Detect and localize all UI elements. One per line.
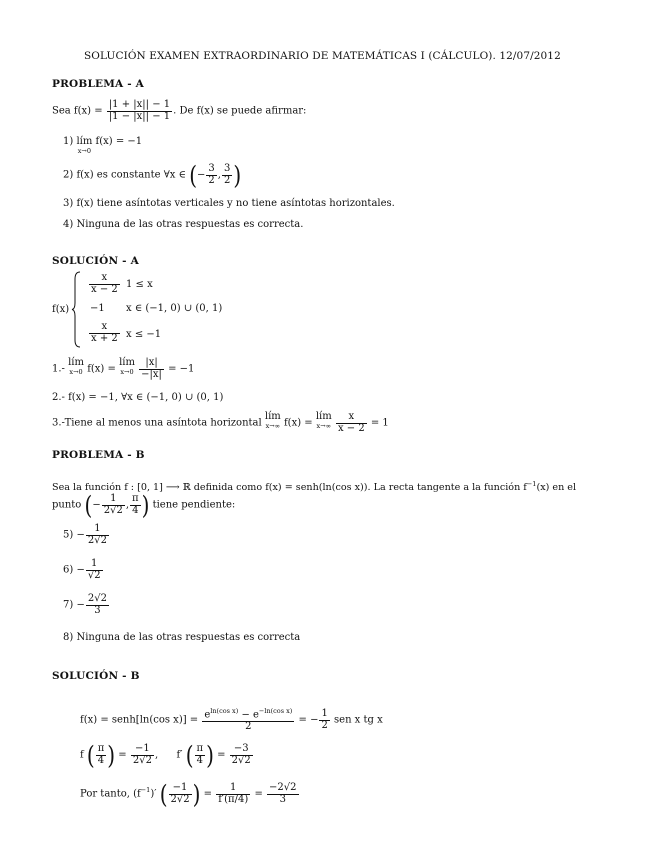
frac-num: 1: [94, 523, 101, 534]
line-post: = −1: [168, 363, 195, 375]
problem-b-intro-1: [52, 481, 576, 493]
line-post: = 1: [370, 417, 389, 429]
limit: [265, 412, 281, 430]
option-8: 8) Ninguna de las otras respuestas es correcta: [63, 632, 301, 643]
result-frac: [267, 783, 298, 805]
eq: = −: [298, 714, 319, 726]
frac-num: [202, 708, 294, 721]
frac-den: 2√2: [87, 534, 107, 546]
frac-den: −|x|: [141, 368, 162, 380]
problem-b-intro-2: punto (− $\frac{1}{2√2}$ , $\frac{\pi}{4}$ ) tiene pendiente:: [52, 490, 236, 520]
option-7-frac: [86, 594, 109, 616]
case-3-frac: [89, 322, 120, 344]
arg-frac: [169, 783, 192, 805]
option-5-frac: [86, 524, 109, 546]
eq: =: [118, 749, 127, 761]
lim-sub: x→0: [77, 147, 92, 155]
frac-num: 3: [223, 163, 231, 174]
frac-den: 3: [267, 794, 298, 806]
intro-den: |1 − |x|| − 1: [108, 110, 171, 122]
intro-num: |1 + |x|| − 1: [108, 99, 171, 110]
intro-pre: Sea: [52, 105, 71, 117]
option-2-text: f(x) es constante ∀x ∈: [76, 169, 186, 181]
limit: [119, 358, 135, 376]
frac-den: 2: [208, 174, 215, 186]
frac-den: 4: [195, 755, 206, 767]
prime: )′: [150, 788, 157, 800]
frac-num: 1: [91, 558, 98, 569]
case-1-frac: [89, 273, 120, 295]
frac-num: −1: [172, 782, 188, 793]
frac-num: π: [196, 743, 204, 754]
lim-sub: x→0: [120, 368, 134, 376]
limit: [68, 358, 84, 376]
frac-den: √2: [87, 569, 101, 581]
option-2: 2) f(x) es constante ∀x ∈ (− $\frac{3}{2}$ , $\frac{3}{2}$ ): [63, 160, 242, 190]
option-5: 5) − $\frac{1}{2√2}$: [63, 523, 107, 546]
frac-den: 2√2: [170, 793, 190, 805]
option-7: 7) − $\frac{2√2}{3}$: [63, 593, 107, 616]
frac-num: −2√2: [269, 782, 297, 793]
f: f: [80, 749, 84, 761]
line-1-frac: [139, 358, 164, 380]
half-frac: [319, 709, 329, 731]
intro-text: Sea la función f : [0, 1] ⟶ ℝ definida como f(x) = senh(ln(cos x)). La recta tangente a la función f: [52, 482, 527, 494]
frac-den: x + 2: [91, 332, 118, 344]
option-6: 6) − $\frac{1}{√2}$: [63, 558, 101, 581]
pi-4-frac: [96, 744, 107, 766]
frac-den: 4: [130, 505, 141, 517]
inverse-sup: −1: [526, 480, 537, 488]
solution-a-line-1: [52, 358, 194, 380]
frac-den: x − 2: [337, 422, 365, 434]
inverse-sup: −1: [140, 786, 151, 795]
frac-num: 1: [110, 493, 117, 504]
option-1-expr: f(x) = −1: [95, 136, 143, 147]
option-4: 4) Ninguna de las otras respuestas es correcta.: [63, 219, 304, 230]
lim-word: lím: [76, 136, 93, 147]
e-a: e: [204, 709, 211, 721]
case-1: [88, 273, 121, 295]
inverse-frac: [216, 783, 250, 805]
intro-fraction: [107, 100, 172, 122]
lim-word: lím: [315, 411, 332, 422]
frac-num: 1: [230, 782, 237, 793]
problem-a-intro: [52, 100, 306, 122]
frac-num: |x|: [145, 357, 158, 368]
case-1-condition: 1 ≤ x: [126, 279, 153, 290]
solution-a-line-2: 2.- f(x) = −1, ∀x ∈ (−1, 0) ∪ (0, 1): [52, 392, 224, 403]
solution-b-line-1: [80, 708, 383, 732]
case-3-condition: x ≤ −1: [126, 329, 162, 340]
frac-den: x − 2: [91, 283, 118, 295]
limit: [316, 412, 332, 430]
frac-num: π: [97, 743, 105, 754]
solution-a-line-3: [52, 412, 389, 434]
lim-sub: x→0: [69, 368, 83, 376]
frac-num: x: [348, 411, 355, 422]
exp-a: ln(cos x): [210, 707, 239, 715]
intro-fx: f(x) =: [73, 105, 103, 117]
option-3: 3) f(x) tiene asíntotas verticales y no tiene asíntotas horizontales.: [63, 198, 395, 209]
line-prefix: 3.-Tiene al menos una asíntota horizontal: [52, 417, 262, 429]
frac-num: x: [101, 272, 108, 283]
eq: =: [254, 788, 263, 800]
point-frac-1: [102, 494, 125, 516]
tail: sen x tg x: [334, 714, 383, 726]
solution-a-heading: SOLUCIÓN - A: [52, 255, 139, 267]
frac-den: 2√2: [132, 754, 152, 766]
frac-den: 2: [202, 721, 294, 733]
problem-a-heading: PROBLEMA - A: [52, 78, 145, 90]
case-2-condition: x ∈ (−1, 0) ∪ (0, 1): [126, 303, 223, 314]
frac-den: 2√2: [231, 754, 251, 766]
option-2-number: 2): [63, 169, 74, 181]
option-2-frac-1: [206, 164, 216, 186]
frac-num: x: [101, 321, 108, 332]
frac-num: −1: [135, 743, 150, 754]
value-1-frac: [131, 744, 154, 766]
option-1-limit: [76, 137, 92, 155]
case-2-value: −1: [90, 303, 105, 314]
lim-word: lím: [119, 357, 135, 368]
point-frac-2: [130, 494, 141, 516]
option-2-frac-2: [222, 164, 232, 186]
lim-word: lím: [264, 411, 281, 422]
option-1: [63, 137, 142, 155]
intro-end: (x) en el: [536, 482, 577, 494]
frac-den: 2: [223, 174, 231, 186]
frac-num: π: [132, 493, 139, 504]
lim-word: lím: [68, 357, 84, 368]
frac-den: 3: [86, 605, 109, 617]
frac-den: f′(π/4): [218, 793, 249, 805]
option-number: 6): [63, 564, 74, 576]
problem-b-heading: PROBLEMA - B: [52, 449, 145, 461]
option-6-frac: [86, 559, 103, 581]
solution-b-line-3: Por tanto, $(f^{-1})'$ ( $\frac{-1}{2√2}$ ) = $\frac{1}{f'(\pi/4)}$ = $\frac{-2√2}{3}$: [80, 779, 297, 809]
eq: =: [203, 788, 212, 800]
senh-frac: [202, 708, 294, 732]
frac-num: 3: [208, 163, 215, 174]
intro-post: tiene pendiente:: [152, 499, 236, 511]
intro-pre: punto: [52, 499, 82, 511]
option-1-number: 1): [63, 136, 74, 147]
lim-sub: x→∞: [265, 422, 281, 430]
value-2-frac: [230, 744, 253, 766]
exp-b: −ln(cos x): [258, 707, 293, 715]
frac-den: 2: [321, 719, 328, 731]
frac-den: 2√2: [103, 504, 123, 516]
piecewise-fx: f(x): [52, 304, 70, 315]
line-mid: f(x) =: [283, 417, 313, 429]
lhs: f(x) = senh[ln(cos x)] =: [80, 714, 199, 726]
frac-den: 4: [96, 755, 107, 767]
pi-4-frac: [195, 744, 206, 766]
solution-b-line-2: f ( $\frac{\pi}{4}$ ) = $\frac{-1}{2√2}$ , f′ ( $\frac{\pi}{4}$ ) = $\frac{-3}{2√2}$: [80, 740, 251, 770]
intro-post: . De f(x) se puede afirmar:: [173, 105, 307, 117]
line-3-frac: [336, 412, 367, 434]
line-prefix: 1.-: [52, 363, 65, 375]
solution-b-heading: SOLUCIÓN - B: [52, 670, 140, 682]
option-number: 5): [63, 529, 74, 541]
frac-num: −3: [233, 743, 249, 754]
minus-e: − e: [238, 709, 259, 721]
line-mid: f(x) =: [87, 363, 116, 375]
left-brace-icon: [71, 271, 81, 348]
f-prime: f′: [176, 749, 183, 761]
lim-sub: x→∞: [316, 422, 332, 430]
eq: =: [217, 749, 226, 761]
frac-num: 2√2: [87, 593, 107, 604]
option-number: 7): [63, 599, 74, 611]
frac-num: 1: [321, 708, 328, 720]
pre: Por tanto, (f: [80, 788, 141, 800]
page-title: SOLUCIÓN EXAMEN EXTRAORDINARIO DE MATEMÁTICAS I (CÁLCULO). 12/07/2012: [84, 50, 561, 62]
case-3: [88, 322, 121, 344]
